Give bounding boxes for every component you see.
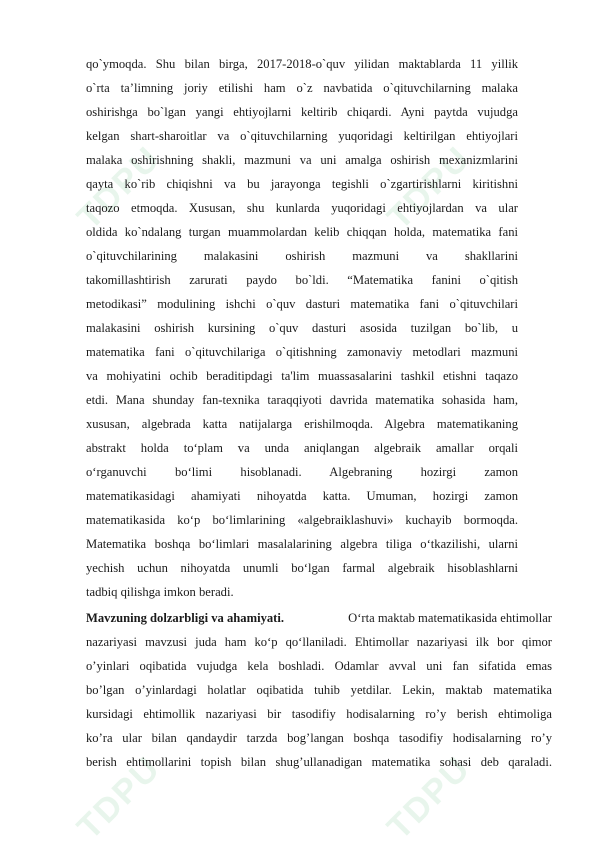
- body-text-line: abstrakt holda to‘plam va unda aniqlangan algebraik amallar orqali: [86, 441, 518, 455]
- body-text-line: malakasini oshirish kursining o`quv dasturi asosida tuzilgan bo`lib, u: [86, 321, 518, 335]
- body-text-line: qayta ko`rib chiqishni va bu jarayonga tegishli o`zgartirishlarni kiritishni: [86, 177, 518, 191]
- body-text-line: takomillashtirish zarurati paydo bo`ldi. “Matematika fanini o`qitish: [86, 273, 518, 287]
- body-text-line: metodikasi” modulining ishchi o`quv dasturi matematika fani o`qituvchilari: [86, 297, 518, 311]
- body-text-line: etdi. Mana shunday fan-texnika taraqqiyoti davrida matematika sohasida ham,: [86, 393, 518, 407]
- body-text-line: kelgan shart-sharoitlar va o`qituvchilarning yuqoridagi keltirilgan ehtiyojlari: [86, 129, 518, 143]
- watermark: TDPU: [70, 138, 168, 237]
- section-text-line: berish ehtimollarini topish bilan shug’ullanadigan matematika sohasi deb qaraladi.: [86, 755, 552, 769]
- body-text-line: va mohiyatini ochib beraditipdagi ta'lim muassasalarini tashkil etishni taqazo: [86, 369, 518, 383]
- body-text-line: taqozo etmoqda. Xususan, shu kunlarda yuqoridagi ehtiyojlardan va ular: [86, 201, 518, 215]
- body-text-line: oshirishga bo`lgan yangi ehtiyojlarni keltirib chiqardi. Ayni paytda vujudga: [86, 105, 518, 119]
- body-text-line: oldida ko`ndalang turgan muammolardan kelib chiqqan holda, matematika fani: [86, 225, 518, 239]
- watermark: TDPU: [380, 138, 478, 237]
- body-text-line: qo`ymoqda. Shu bilan birga, 2017-2018-o`quv yilidan maktablarda 11 yillik: [86, 57, 518, 71]
- watermark: TDPU: [70, 748, 168, 847]
- body-text-line: matematikasidagi ahamiyati nihoyatda katta. Umuman, hozirgi zamon: [86, 489, 518, 503]
- section-text-line: nazariyasi mavzusi juda ham ko‘p qo‘llaniladi. Ehtimollar nazariyasi ilk bor qimor: [86, 635, 552, 649]
- section-first-line: [86, 610, 552, 626]
- section-text-line: bo’lgan o’yinlardagi holatlar oqibatida tuhib yetdilar. Lekin, maktab matematika: [86, 683, 552, 697]
- watermark: TDPU: [380, 748, 478, 847]
- body-text-line: Matematika boshqa bo‘limlari masalalarining algebra tiliga o‘tkazilishi, ularni: [86, 537, 518, 551]
- section-text-line: ko’ra ular bilan qandaydir tarzda bog’langan boshqa tasodifiy hodisalarning ro’y: [86, 731, 552, 745]
- body-text-line: o`qituvchilarining malakasini oshirish mazmuni va shakllarini: [86, 249, 518, 263]
- section-text-line: kursidagi ehtimollik nazariyasi bir tasodifiy hodisalarning ro’y berish ehtimoliga: [86, 707, 552, 721]
- body-text-line: matematikasida ko‘p bo‘limlarining «algebraiklashuvi» kuchayib bormoqda.: [86, 513, 518, 527]
- body-text-line: yechish uchun nihoyatda unumli bo‘lgan farmal algebraik hisoblashlarni: [86, 561, 518, 575]
- section-text-line: o’yinlari oqibatida vujudga kela boshladi. Odamlar avval uni fan sifatida emas: [86, 659, 552, 673]
- body-text-line: matematika fani o`qituvchilariga o`qitishning zamonaviy metodlari mazmuni: [86, 345, 518, 359]
- section-heading: Mavzuning dolzarbligi va ahamiyati.: [86, 611, 285, 625]
- section-first-line-text: O‘rta maktab matematikasida ehtimollar: [348, 611, 552, 625]
- body-text-line: o‘rganuvchi bo‘limi hisoblanadi. Algebraning hozirgi zamon: [86, 465, 518, 479]
- body-text-line: xususan, algebrada katta natijalarga erishilmoqda. Algebra matematikaning: [86, 417, 518, 431]
- body-text-line: tadbiq qilishga imkon beradi.: [86, 585, 234, 599]
- body-text-line: malaka oshirishning shakli, mazmuni va uni amalga oshirish mexanizmlarini: [86, 153, 518, 167]
- body-text-line: o`rta ta’limning joriy etilishi ham o`z navbatida o`qituvchilarning malaka: [86, 81, 518, 95]
